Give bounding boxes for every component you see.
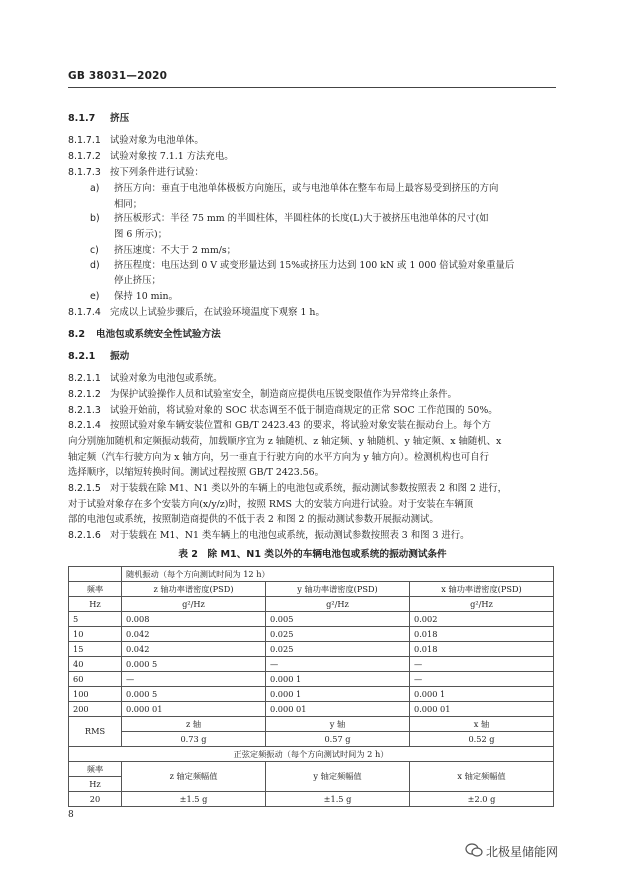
clause-text: 挤压板形式：半径 75 mm 的半圆柱体，半圆柱体的长度(L)大于被挤压电池单体的尺寸(如 (114, 213, 489, 224)
table-row (69, 582, 554, 597)
sine-header-x: x 轴定频幅值 (410, 762, 554, 792)
psd-cell: 0.042 (122, 642, 266, 657)
text-line (68, 135, 204, 147)
table-row (69, 642, 554, 657)
wechat-icon (465, 843, 483, 857)
freq-unit: Hz (69, 597, 122, 612)
text-line (68, 530, 470, 542)
psd-unit: g²/Hz (266, 597, 410, 612)
clause-text: 完成以上试验步骤后，在试验环境温度下观察 1 h。 (110, 307, 325, 318)
rms-value-y: 0.57 g (266, 732, 410, 747)
watermark: 北极星储能网 (486, 845, 559, 859)
rms-value-x: 0.52 g (410, 732, 554, 747)
sine-header-y: y 轴定频幅值 (266, 762, 410, 792)
sine-header-z: z 轴定频幅值 (122, 762, 266, 792)
clause-text: 按照试验对象车辆安装位置和 GB/T 2423.43 的要求，将试验对象安装在振动台上。每个方 (110, 420, 491, 431)
table-row (69, 597, 554, 612)
sine-value-x: ±2.0 g (410, 792, 554, 807)
clause-number: 8.2.1.4 (68, 420, 101, 431)
psd-cell: — (266, 657, 410, 672)
psd-header-x: x 轴功率谱密度(PSD) (410, 582, 554, 597)
table-row (69, 732, 554, 747)
header-rule (68, 87, 556, 88)
text-line (68, 183, 498, 195)
clause-text: 电池包或系统安全性试验方法 (96, 329, 221, 340)
psd-cell: 0.000 01 (410, 702, 554, 717)
freq-cell: 200 (69, 702, 122, 717)
rms-axis-y: y 轴 (266, 717, 410, 732)
table-row (69, 702, 554, 717)
psd-cell: 0.000 01 (266, 702, 410, 717)
table-row (69, 687, 554, 702)
freq-cell: 100 (69, 687, 122, 702)
table-row (69, 672, 554, 687)
freq-cell: 60 (69, 672, 122, 687)
table-row (69, 747, 554, 762)
table-row (69, 762, 554, 777)
psd-cell: 0.018 (410, 642, 554, 657)
random-vibration-title: 随机振动（每个方向测试时间为 12 h） (122, 567, 554, 582)
clause-number: 8.1.7.1 (68, 135, 101, 146)
psd-cell: — (410, 672, 554, 687)
text-line (68, 245, 236, 257)
clause-text: 相同； (114, 199, 143, 210)
clause-number: 8.2.1 (68, 351, 96, 362)
table-row (69, 567, 554, 582)
clause-text: 试验开始前，将试验对象的 SOC 状态调至不低于制造商规定的正常 SOC 工作范围的 50%。 (110, 405, 498, 416)
freq-cell: 40 (69, 657, 122, 672)
clause-text: 对于装载在除 M1、N1 类以外的车辆上的电池包或系统，振动测试参数按照表 2 和图 2 进行， (110, 483, 508, 494)
table-row (69, 792, 554, 807)
standard-number: GB 38031—2020 (68, 70, 168, 82)
psd-cell: — (122, 672, 266, 687)
rms-value-z: 0.73 g (122, 732, 266, 747)
psd-cell: 0.000 5 (122, 657, 266, 672)
text-line (68, 229, 167, 241)
clause-number: 8.2.1.1 (68, 373, 101, 384)
vibration-table (68, 566, 554, 807)
clause-text: 向分别施加随机和定频振动载荷，加载顺序宜为 z 轴随机、z 轴定频、y 轴随机、y 轴定频、x 轴随机、x (68, 436, 502, 447)
freq-cell: 15 (69, 642, 122, 657)
psd-cell: 0.025 (266, 642, 410, 657)
text-line (68, 113, 129, 125)
clause-number: 8.1.7.3 (68, 167, 101, 178)
table-caption: 表 2 除 M1、N1 类以外的车辆电池包或系统的振动测试条件 (178, 549, 447, 560)
sine-vibration-title: 正弦定频振动（每个方向测试时间为 2 h） (69, 747, 554, 762)
clause-number: e) (90, 291, 100, 302)
clause-text: 按下列条件进行试验： (110, 167, 204, 178)
freq-label: 频率 (69, 762, 122, 777)
clause-number: c) (90, 245, 99, 256)
clause-text: 试验对象为电池包或系统。 (110, 373, 223, 384)
psd-cell: 0.000 1 (266, 672, 410, 687)
text-line (68, 389, 457, 401)
table-row (69, 657, 554, 672)
psd-header-y: y 轴功率谱密度(PSD) (266, 582, 410, 597)
clause-text: 对于试验对象存在多个安装方向(x/y/z)时，按照 RMS 大的安装方向进行试验。对于安装在车辆顶 (68, 499, 474, 510)
blank-cell (69, 567, 122, 582)
clause-text: 挤压速度：不大于 2 mm/s； (114, 245, 237, 256)
clause-text: 试验对象为电池单体。 (110, 135, 204, 146)
clause-number: 8.1.7.2 (68, 151, 101, 162)
clause-number: 8.2 (68, 329, 85, 340)
clause-text: 试验对象按 7.1.1 方法充电。 (110, 151, 234, 162)
clause-number: 8.1.7 (68, 113, 96, 124)
freq-label: 频率 (69, 582, 122, 597)
clause-text: 为保护试验操作人员和试验室安全，制造商应提供电压锐变限值作为异常终止条件。 (110, 389, 457, 400)
psd-cell: 0.000 5 (122, 687, 266, 702)
clause-number: b) (90, 213, 100, 224)
psd-cell: — (410, 657, 554, 672)
page-number: 8 (68, 810, 74, 820)
text-line (68, 436, 501, 448)
clause-text: 挤压 (110, 113, 130, 124)
clause-text: 部的电池包或系统，按照制造商提供的不低于表 2 和图 2 的振动测试参数开展振动测试。 (68, 514, 439, 525)
text-line (68, 483, 507, 495)
psd-unit: g²/Hz (122, 597, 266, 612)
sine-value-z: ±1.5 g (122, 792, 266, 807)
text-line (68, 307, 325, 319)
psd-cell: 0.042 (122, 627, 266, 642)
clause-text: 选择顺序，以缩短转换时间。测试过程按照 GB/T 2423.56。 (68, 467, 325, 478)
clause-number: 8.2.1.2 (68, 389, 101, 400)
clause-text: 对于装载在 M1、N1 类车辆上的电池包或系统，振动测试参数按照表 3 和图 3 进行。 (110, 530, 470, 541)
freq-cell: 10 (69, 627, 122, 642)
table-row (69, 627, 554, 642)
text-line (68, 373, 223, 385)
psd-unit: g²/Hz (410, 597, 554, 612)
clause-number: a) (90, 183, 100, 194)
text-line (68, 405, 498, 417)
clause-text: 停止挤压； (114, 275, 161, 286)
clause-number: d) (90, 260, 100, 271)
rms-label: RMS (69, 717, 122, 747)
sine-value-y: ±1.5 g (266, 792, 410, 807)
clause-text: 轴定频（汽车行驶方向为 x 轴方向，另一垂直于行驶方向的水平方向为 y 轴方向）。检测机构也可自行 (68, 452, 489, 463)
text-line (68, 167, 204, 179)
psd-cell: 0.018 (410, 627, 554, 642)
text-line (68, 351, 129, 363)
text-line (68, 199, 142, 211)
text-line (68, 275, 161, 287)
psd-cell: 0.000 01 (122, 702, 266, 717)
psd-cell: 0.025 (266, 627, 410, 642)
text-line (68, 291, 178, 303)
psd-cell: 0.008 (122, 612, 266, 627)
rms-axis-x: x 轴 (410, 717, 554, 732)
text-line (68, 499, 473, 511)
table-row (69, 717, 554, 732)
rms-axis-z: z 轴 (122, 717, 266, 732)
clause-text: 挤压程度：电压达到 0 V 或变形量达到 15%或挤压力达到 100 kN 或 1 000 倍试验对象重量后 (114, 260, 515, 271)
text-line (68, 467, 324, 479)
clause-text: 图 6 所示)； (114, 229, 168, 240)
clause-number: 8.1.7.4 (68, 307, 101, 318)
text-line (68, 151, 234, 163)
clause-number: 8.2.1.6 (68, 530, 101, 541)
psd-cell: 0.002 (410, 612, 554, 627)
text-line (68, 514, 439, 526)
sine-freq: 20 (69, 792, 122, 807)
freq-unit: Hz (69, 777, 122, 792)
clause-number: 8.2.1.3 (68, 405, 101, 416)
freq-cell: 5 (69, 612, 122, 627)
clause-text: 保持 10 min。 (114, 291, 178, 302)
text-line (68, 213, 489, 225)
psd-cell: 0.005 (266, 612, 410, 627)
psd-cell: 0.000 1 (410, 687, 554, 702)
table-row (69, 612, 554, 627)
psd-cell: 0.000 1 (266, 687, 410, 702)
text-line (68, 452, 489, 464)
text-line (68, 329, 221, 341)
psd-header-z: z 轴功率谱密度(PSD) (122, 582, 266, 597)
text-line (68, 420, 491, 432)
clause-number: 8.2.1.5 (68, 483, 101, 494)
clause-text: 振动 (110, 351, 130, 362)
clause-text: 挤压方向：垂直于电池单体极板方向施压，或与电池单体在整车布局上最容易受到挤压的方向 (114, 183, 499, 194)
text-line (68, 260, 514, 272)
